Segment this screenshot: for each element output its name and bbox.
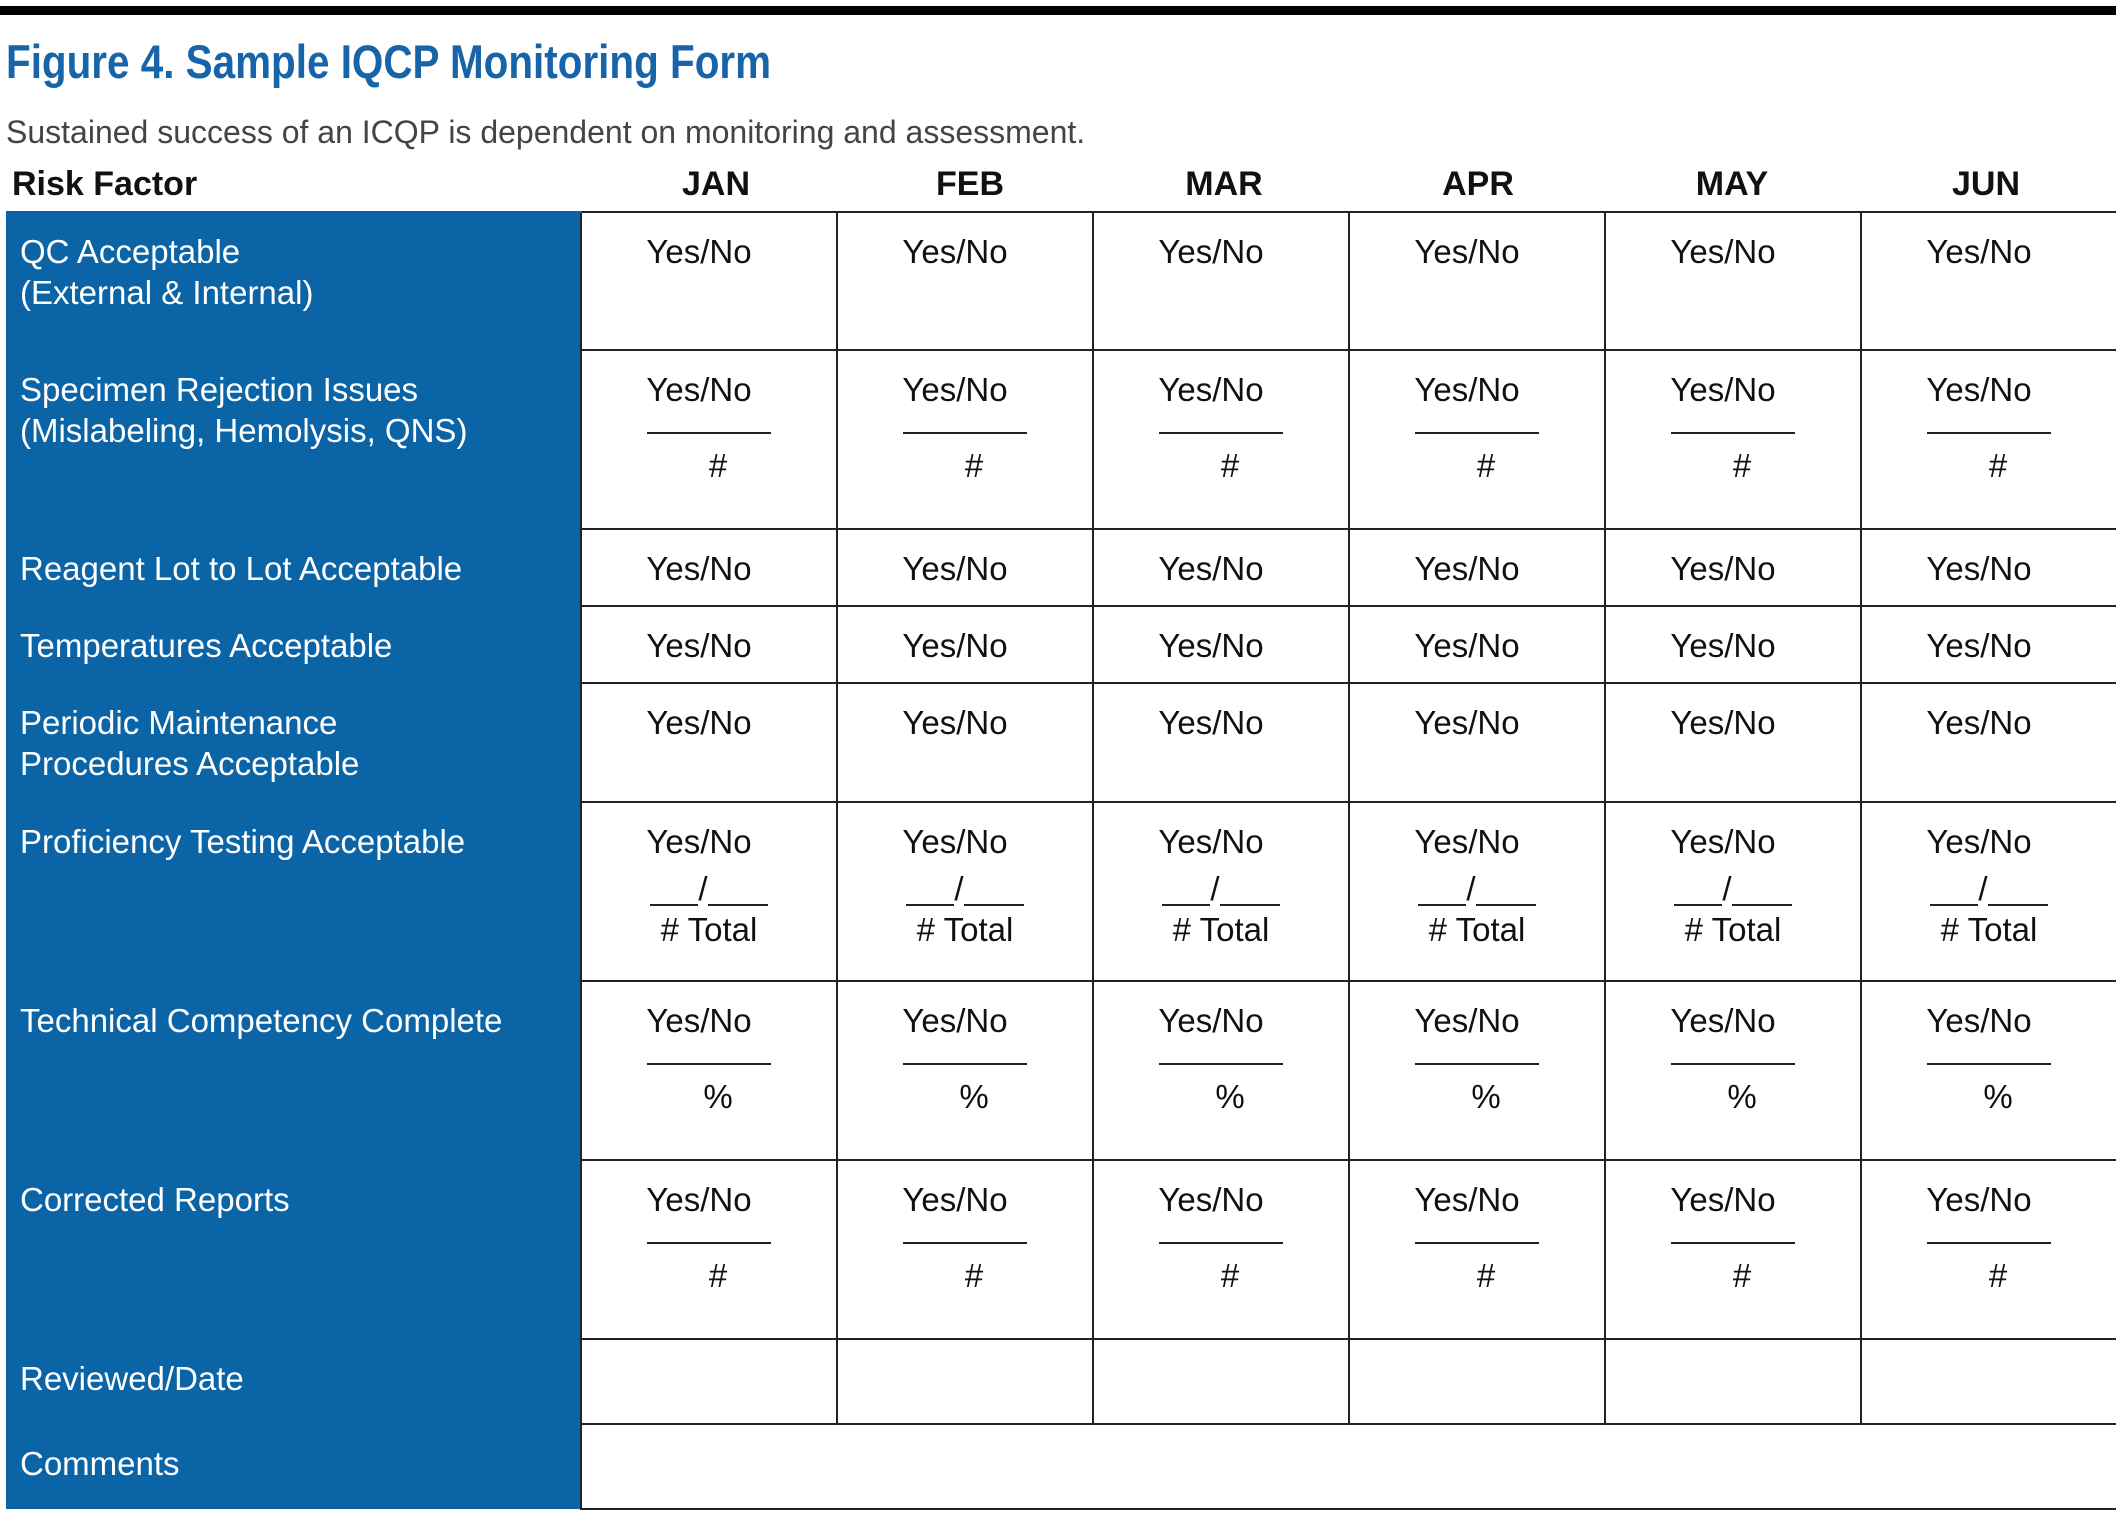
- percent-unit: %: [1727, 1078, 1757, 1115]
- row-label-line: Specimen Rejection Issues: [20, 371, 419, 408]
- count-blank-line[interactable]: [1927, 432, 2051, 434]
- month-cell[interactable]: [1605, 212, 1861, 350]
- reviewed-date-cell[interactable]: [1349, 1339, 1605, 1424]
- header-risk-factor: Risk Factor: [12, 165, 198, 203]
- month-cell[interactable]: [1605, 981, 1861, 1160]
- month-cell[interactable]: [1349, 212, 1605, 350]
- month-cell[interactable]: [1861, 606, 2116, 683]
- month-cell[interactable]: [581, 212, 837, 350]
- yes-no-option[interactable]: Yes/No: [646, 627, 752, 664]
- month-cell[interactable]: [1605, 529, 1861, 606]
- header-month-feb: FEB: [936, 165, 1004, 203]
- count-unit: #: [1988, 447, 2008, 484]
- month-cell[interactable]: [1605, 683, 1861, 802]
- yes-no-option[interactable]: Yes/No: [1158, 1181, 1264, 1218]
- month-cell[interactable]: [1605, 606, 1861, 683]
- yes-no-option[interactable]: Yes/No: [1414, 550, 1520, 587]
- yes-no-option[interactable]: Yes/No: [1926, 1181, 2032, 1218]
- percent-blank-line[interactable]: [1927, 1063, 2051, 1065]
- row-label-line: QC Acceptable: [20, 233, 241, 270]
- count-blank-line[interactable]: [1159, 432, 1283, 434]
- header-month-jun: JUN: [1951, 165, 2021, 203]
- row-label-line: (Mislabeling, Hemolysis, QNS): [20, 412, 468, 449]
- fraction-blanks[interactable]: /: [1350, 870, 1604, 906]
- yes-no-option[interactable]: Yes/No: [1158, 371, 1264, 408]
- count-unit: #: [1732, 447, 1752, 484]
- month-cell[interactable]: [1093, 350, 1349, 529]
- month-cell[interactable]: [1861, 802, 2116, 981]
- table-row: [6, 683, 2116, 802]
- row-label: [6, 606, 581, 683]
- row-label-line: Temperatures Acceptable: [20, 627, 393, 664]
- percent-blank-line[interactable]: [1415, 1063, 1539, 1065]
- row-label: [6, 1339, 581, 1424]
- fraction-blanks[interactable]: /: [1606, 870, 1860, 906]
- reviewed-date-cell[interactable]: [1861, 1339, 2116, 1424]
- month-cell[interactable]: [1093, 529, 1349, 606]
- yes-no-option[interactable]: Yes/No: [902, 1181, 1008, 1218]
- percent-blank-line[interactable]: [1671, 1063, 1795, 1065]
- month-cell[interactable]: [581, 529, 837, 606]
- comments-cell[interactable]: [581, 1424, 2116, 1509]
- yes-no-option[interactable]: Yes/No: [646, 233, 752, 270]
- row-label-line: Reagent Lot to Lot Acceptable: [20, 550, 463, 587]
- month-cell[interactable]: [1349, 529, 1605, 606]
- yes-no-option[interactable]: Yes/No: [646, 1002, 752, 1039]
- count-unit: #: [1220, 447, 1240, 484]
- count-blank-line[interactable]: [903, 432, 1027, 434]
- fraction-blanks[interactable]: /: [1862, 870, 2116, 906]
- month-cell[interactable]: [837, 981, 1093, 1160]
- row-label-line: (External & Internal): [20, 274, 314, 311]
- month-cell[interactable]: [837, 683, 1093, 802]
- header-month-apr: APR: [1442, 165, 1514, 203]
- month-cell[interactable]: [581, 350, 837, 529]
- row-label: [6, 1424, 581, 1509]
- row-label-line: Corrected Reports: [20, 1181, 290, 1218]
- percent-blank-line[interactable]: [903, 1063, 1027, 1065]
- fraction-blanks[interactable]: /: [582, 870, 836, 906]
- table-row: [6, 1424, 2116, 1509]
- percent-unit: %: [1215, 1078, 1245, 1115]
- month-cell[interactable]: [1349, 683, 1605, 802]
- monitoring-table: [6, 211, 2116, 1510]
- yes-no-option[interactable]: Yes/No: [1670, 233, 1776, 270]
- count-unit: #: [708, 1257, 728, 1294]
- month-cell[interactable]: [1605, 350, 1861, 529]
- total-unit: # Total: [1684, 911, 1782, 948]
- month-cell[interactable]: [1861, 683, 2116, 802]
- yes-no-option[interactable]: Yes/No: [1414, 1181, 1520, 1218]
- percent-blank-line[interactable]: [647, 1063, 771, 1065]
- count-blank-line[interactable]: [647, 1242, 771, 1244]
- count-unit: #: [964, 447, 984, 484]
- count-blank-line[interactable]: [647, 432, 771, 434]
- table-row: [6, 212, 2116, 350]
- table-row: [6, 1339, 2116, 1424]
- month-cell[interactable]: [1349, 981, 1605, 1160]
- total-unit: # Total: [1940, 911, 2038, 948]
- row-label-line: Periodic Maintenance: [20, 704, 338, 741]
- count-blank-line[interactable]: [1671, 1242, 1795, 1244]
- yes-no-option[interactable]: Yes/No: [1670, 627, 1776, 664]
- header-month-mar: MAR: [1185, 165, 1263, 203]
- month-cell[interactable]: [837, 1160, 1093, 1339]
- header-month-jan: JAN: [681, 165, 751, 203]
- month-cell[interactable]: [1093, 1160, 1349, 1339]
- yes-no-option[interactable]: Yes/No: [646, 550, 752, 587]
- yes-no-option[interactable]: Yes/No: [1670, 550, 1776, 587]
- total-unit: # Total: [1428, 911, 1526, 948]
- month-cell[interactable]: [1093, 981, 1349, 1160]
- yes-no-option[interactable]: Yes/No: [902, 823, 1008, 860]
- table-row: [6, 981, 2116, 1160]
- count-blank-line[interactable]: [1415, 432, 1539, 434]
- month-cell[interactable]: [1861, 350, 2116, 529]
- month-cell[interactable]: [581, 606, 837, 683]
- row-label-line: Technical Competency Complete: [20, 1002, 503, 1039]
- row-label: [6, 529, 581, 606]
- row-label: [6, 981, 581, 1160]
- month-cell[interactable]: [837, 212, 1093, 350]
- fraction-blanks[interactable]: /: [838, 870, 1092, 906]
- yes-no-option[interactable]: Yes/No: [1670, 1181, 1776, 1218]
- month-cell[interactable]: [1349, 606, 1605, 683]
- yes-no-option[interactable]: Yes/No: [1926, 704, 2032, 741]
- row-label: [6, 1160, 581, 1339]
- count-unit: #: [1732, 1257, 1752, 1294]
- percent-unit: %: [703, 1078, 733, 1115]
- yes-no-option[interactable]: Yes/No: [1158, 823, 1264, 860]
- month-cell[interactable]: [1349, 350, 1605, 529]
- percent-blank-line[interactable]: [1159, 1063, 1283, 1065]
- yes-no-option[interactable]: Yes/No: [902, 1002, 1008, 1039]
- reviewed-date-cell[interactable]: [1605, 1339, 1861, 1424]
- yes-no-option[interactable]: Yes/No: [1414, 627, 1520, 664]
- count-blank-line[interactable]: [1927, 1242, 2051, 1244]
- count-unit: #: [708, 447, 728, 484]
- row-label-line: Reviewed/Date: [20, 1360, 244, 1397]
- yes-no-option[interactable]: Yes/No: [646, 371, 752, 408]
- yes-no-option[interactable]: Yes/No: [1414, 704, 1520, 741]
- reviewed-date-cell[interactable]: [1093, 1339, 1349, 1424]
- yes-no-option[interactable]: Yes/No: [902, 550, 1008, 587]
- row-label: [6, 350, 581, 529]
- row-label-line: Proficiency Testing Acceptable: [20, 823, 466, 860]
- month-cell[interactable]: [837, 529, 1093, 606]
- month-cell[interactable]: [1093, 802, 1349, 981]
- count-unit: #: [1476, 447, 1496, 484]
- yes-no-option[interactable]: Yes/No: [1670, 823, 1776, 860]
- month-cell[interactable]: [1349, 1160, 1605, 1339]
- yes-no-option[interactable]: Yes/No: [1158, 704, 1264, 741]
- yes-no-option[interactable]: Yes/No: [1158, 233, 1264, 270]
- row-label-line: Procedures Acceptable: [20, 745, 360, 782]
- yes-no-option[interactable]: Yes/No: [1670, 1002, 1776, 1039]
- yes-no-option[interactable]: Yes/No: [1926, 233, 2032, 270]
- month-cell[interactable]: [1605, 1160, 1861, 1339]
- yes-no-option[interactable]: Yes/No: [902, 233, 1008, 270]
- month-cell[interactable]: [1861, 1160, 2116, 1339]
- table-row: [6, 802, 2116, 981]
- yes-no-option[interactable]: Yes/No: [1926, 627, 2032, 664]
- yes-no-option[interactable]: Yes/No: [1414, 1002, 1520, 1039]
- reviewed-date-cell[interactable]: [581, 1339, 837, 1424]
- fraction-blanks[interactable]: /: [1094, 870, 1348, 906]
- reviewed-date-cell[interactable]: [837, 1339, 1093, 1424]
- month-cell[interactable]: [1093, 606, 1349, 683]
- yes-no-option[interactable]: Yes/No: [1926, 550, 2032, 587]
- count-unit: #: [964, 1257, 984, 1294]
- month-cell[interactable]: [837, 802, 1093, 981]
- yes-no-option[interactable]: Yes/No: [1414, 823, 1520, 860]
- percent-unit: %: [1471, 1078, 1501, 1115]
- yes-no-option[interactable]: Yes/No: [1414, 233, 1520, 270]
- yes-no-option[interactable]: Yes/No: [902, 704, 1008, 741]
- count-blank-line[interactable]: [1671, 432, 1795, 434]
- row-label: [6, 683, 581, 802]
- count-unit: #: [1220, 1257, 1240, 1294]
- table-row: [6, 529, 2116, 606]
- month-cell[interactable]: [581, 683, 837, 802]
- table-row: [6, 350, 2116, 529]
- month-cell[interactable]: [1861, 529, 2116, 606]
- yes-no-option[interactable]: Yes/No: [902, 371, 1008, 408]
- month-cell[interactable]: [581, 802, 837, 981]
- yes-no-option[interactable]: Yes/No: [646, 704, 752, 741]
- month-cell[interactable]: [581, 981, 837, 1160]
- row-label: [6, 212, 581, 350]
- yes-no-option[interactable]: Yes/No: [646, 1181, 752, 1218]
- yes-no-option[interactable]: Yes/No: [1926, 371, 2032, 408]
- month-cell[interactable]: [1861, 212, 2116, 350]
- month-cell[interactable]: [837, 606, 1093, 683]
- table-row: [6, 606, 2116, 683]
- total-unit: # Total: [1172, 911, 1270, 948]
- month-cell[interactable]: [837, 350, 1093, 529]
- month-cell[interactable]: [1093, 212, 1349, 350]
- yes-no-option[interactable]: Yes/No: [1670, 704, 1776, 741]
- yes-no-option[interactable]: Yes/No: [646, 823, 752, 860]
- month-cell[interactable]: [1605, 802, 1861, 981]
- month-cell[interactable]: [581, 1160, 837, 1339]
- count-blank-line[interactable]: [1415, 1242, 1539, 1244]
- count-unit: #: [1476, 1257, 1496, 1294]
- yes-no-option[interactable]: Yes/No: [902, 627, 1008, 664]
- yes-no-option[interactable]: Yes/No: [1158, 1002, 1264, 1039]
- yes-no-option[interactable]: Yes/No: [1926, 1002, 2032, 1039]
- table-header: [0, 158, 2100, 210]
- yes-no-option[interactable]: Yes/No: [1926, 823, 2032, 860]
- row-label: [6, 802, 581, 981]
- percent-unit: %: [1983, 1078, 2013, 1115]
- total-unit: # Total: [916, 911, 1014, 948]
- count-blank-line[interactable]: [903, 1242, 1027, 1244]
- header-month-may: MAY: [1695, 165, 1769, 203]
- figure-title: Figure 4. Sample IQCP Monitoring Form: [6, 35, 772, 88]
- yes-no-option[interactable]: Yes/No: [1670, 371, 1776, 408]
- row-label-line: Comments: [20, 1445, 180, 1482]
- yes-no-option[interactable]: Yes/No: [1414, 371, 1520, 408]
- top-rule: [0, 6, 2116, 15]
- count-unit: #: [1988, 1257, 2008, 1294]
- month-cell[interactable]: [1861, 981, 2116, 1160]
- table-row: [6, 1160, 2116, 1339]
- month-cell[interactable]: [1093, 683, 1349, 802]
- figure-subtitle: Sustained success of an ICQP is dependent on monitoring and assessment.: [6, 114, 1086, 150]
- count-blank-line[interactable]: [1159, 1242, 1283, 1244]
- yes-no-option[interactable]: Yes/No: [1158, 627, 1264, 664]
- month-cell[interactable]: [1349, 802, 1605, 981]
- percent-unit: %: [959, 1078, 989, 1115]
- total-unit: # Total: [660, 911, 758, 948]
- yes-no-option[interactable]: Yes/No: [1158, 550, 1264, 587]
